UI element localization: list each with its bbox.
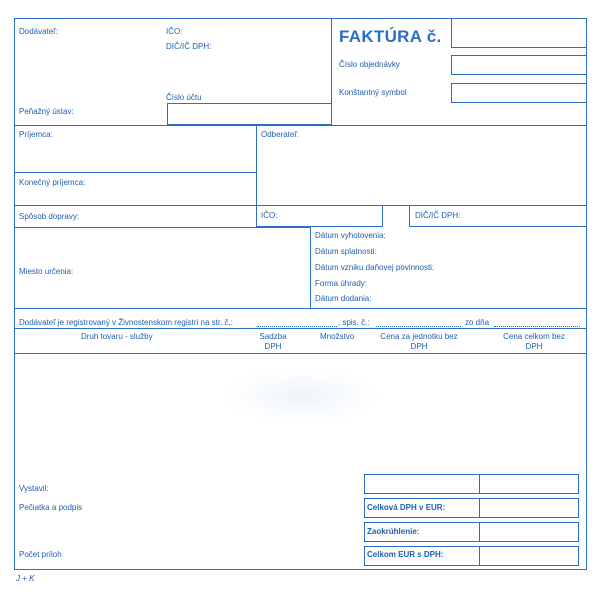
total-without-vat-label-box — [364, 474, 480, 494]
date-due-label: Dátum splatnosti: — [315, 247, 377, 256]
rounding-field[interactable] — [479, 522, 579, 542]
total-vat-label: Celková DPH v EUR: — [367, 503, 446, 512]
col-vat-rate: Sadzba DPH — [259, 332, 287, 351]
total-without-vat-field[interactable] — [479, 474, 579, 494]
issued-by-label: Vystavil: — [19, 484, 49, 493]
transport-label: Spôsob dopravy: — [19, 212, 80, 221]
registration-date-field[interactable] — [494, 325, 580, 327]
registration-page-field[interactable] — [257, 325, 337, 327]
destination-label: Miesto určenia: — [19, 267, 74, 276]
invoice-number-field[interactable] — [451, 18, 587, 48]
order-number-label: Číslo objednávky — [339, 60, 400, 69]
registration-spis-field[interactable] — [376, 325, 461, 327]
supplier-label: Dodávateľ: — [19, 27, 58, 36]
registration-date-label: zo dňa — [465, 318, 490, 327]
publisher-mark: J + K — [16, 574, 35, 583]
rounding-label: Zaokrúhlenie: — [367, 527, 420, 536]
customer-dic-label: DIČ/IČ DPH: — [415, 211, 461, 220]
registration-spis-label: , spis. č.: — [338, 318, 370, 327]
supplier-dic-label: DIČ/IČ DPH: — [166, 42, 212, 51]
col-unit-price: Cena za jednotku bez DPH — [380, 332, 458, 351]
account-number-field[interactable] — [167, 103, 332, 125]
watermark — [222, 366, 382, 426]
bank-label: Peňažný ústav: — [19, 107, 74, 116]
total-with-vat-label: Celkom EUR s DPH: — [367, 550, 444, 559]
supplier-ico-label: IČO: — [166, 27, 183, 36]
col-goods: Druh tovaru - služby — [81, 332, 153, 341]
date-issued-label: Dátum vyhotovenia: — [315, 231, 386, 240]
date-tax-label: Dátum vzniku daňovej povinnosti: — [315, 263, 435, 272]
customer-label: Odberateľ: — [261, 130, 299, 139]
attachments-label: Počet príloh — [19, 550, 62, 559]
recipient-label: Príjemca: — [19, 130, 53, 139]
customer-ico-label: IČO: — [261, 211, 278, 220]
order-number-field[interactable] — [451, 55, 587, 75]
date-delivery-label: Dátum dodania: — [315, 294, 372, 303]
payment-method-label: Forma úhrady: — [315, 279, 368, 288]
constant-symbol-field[interactable] — [451, 83, 587, 103]
invoice-title: FAKTÚRA č. — [339, 27, 442, 46]
final-recipient-label: Konečný príjemca: — [19, 178, 86, 187]
stamp-signature-label: Pečiatka a podpis — [19, 503, 83, 512]
constant-symbol-label: Konštantný symbol — [339, 88, 407, 97]
col-total-price: Cena celkom bez DPH — [503, 332, 565, 351]
registration-prefix: Dodávateľ je registrovaný v Živnostenskom registri na str. č.: — [19, 318, 233, 327]
col-quantity: Množstvo — [320, 332, 355, 341]
total-with-vat-field[interactable] — [479, 546, 579, 566]
total-vat-field[interactable] — [479, 498, 579, 518]
account-number-label: Číslo účtu — [166, 93, 202, 102]
